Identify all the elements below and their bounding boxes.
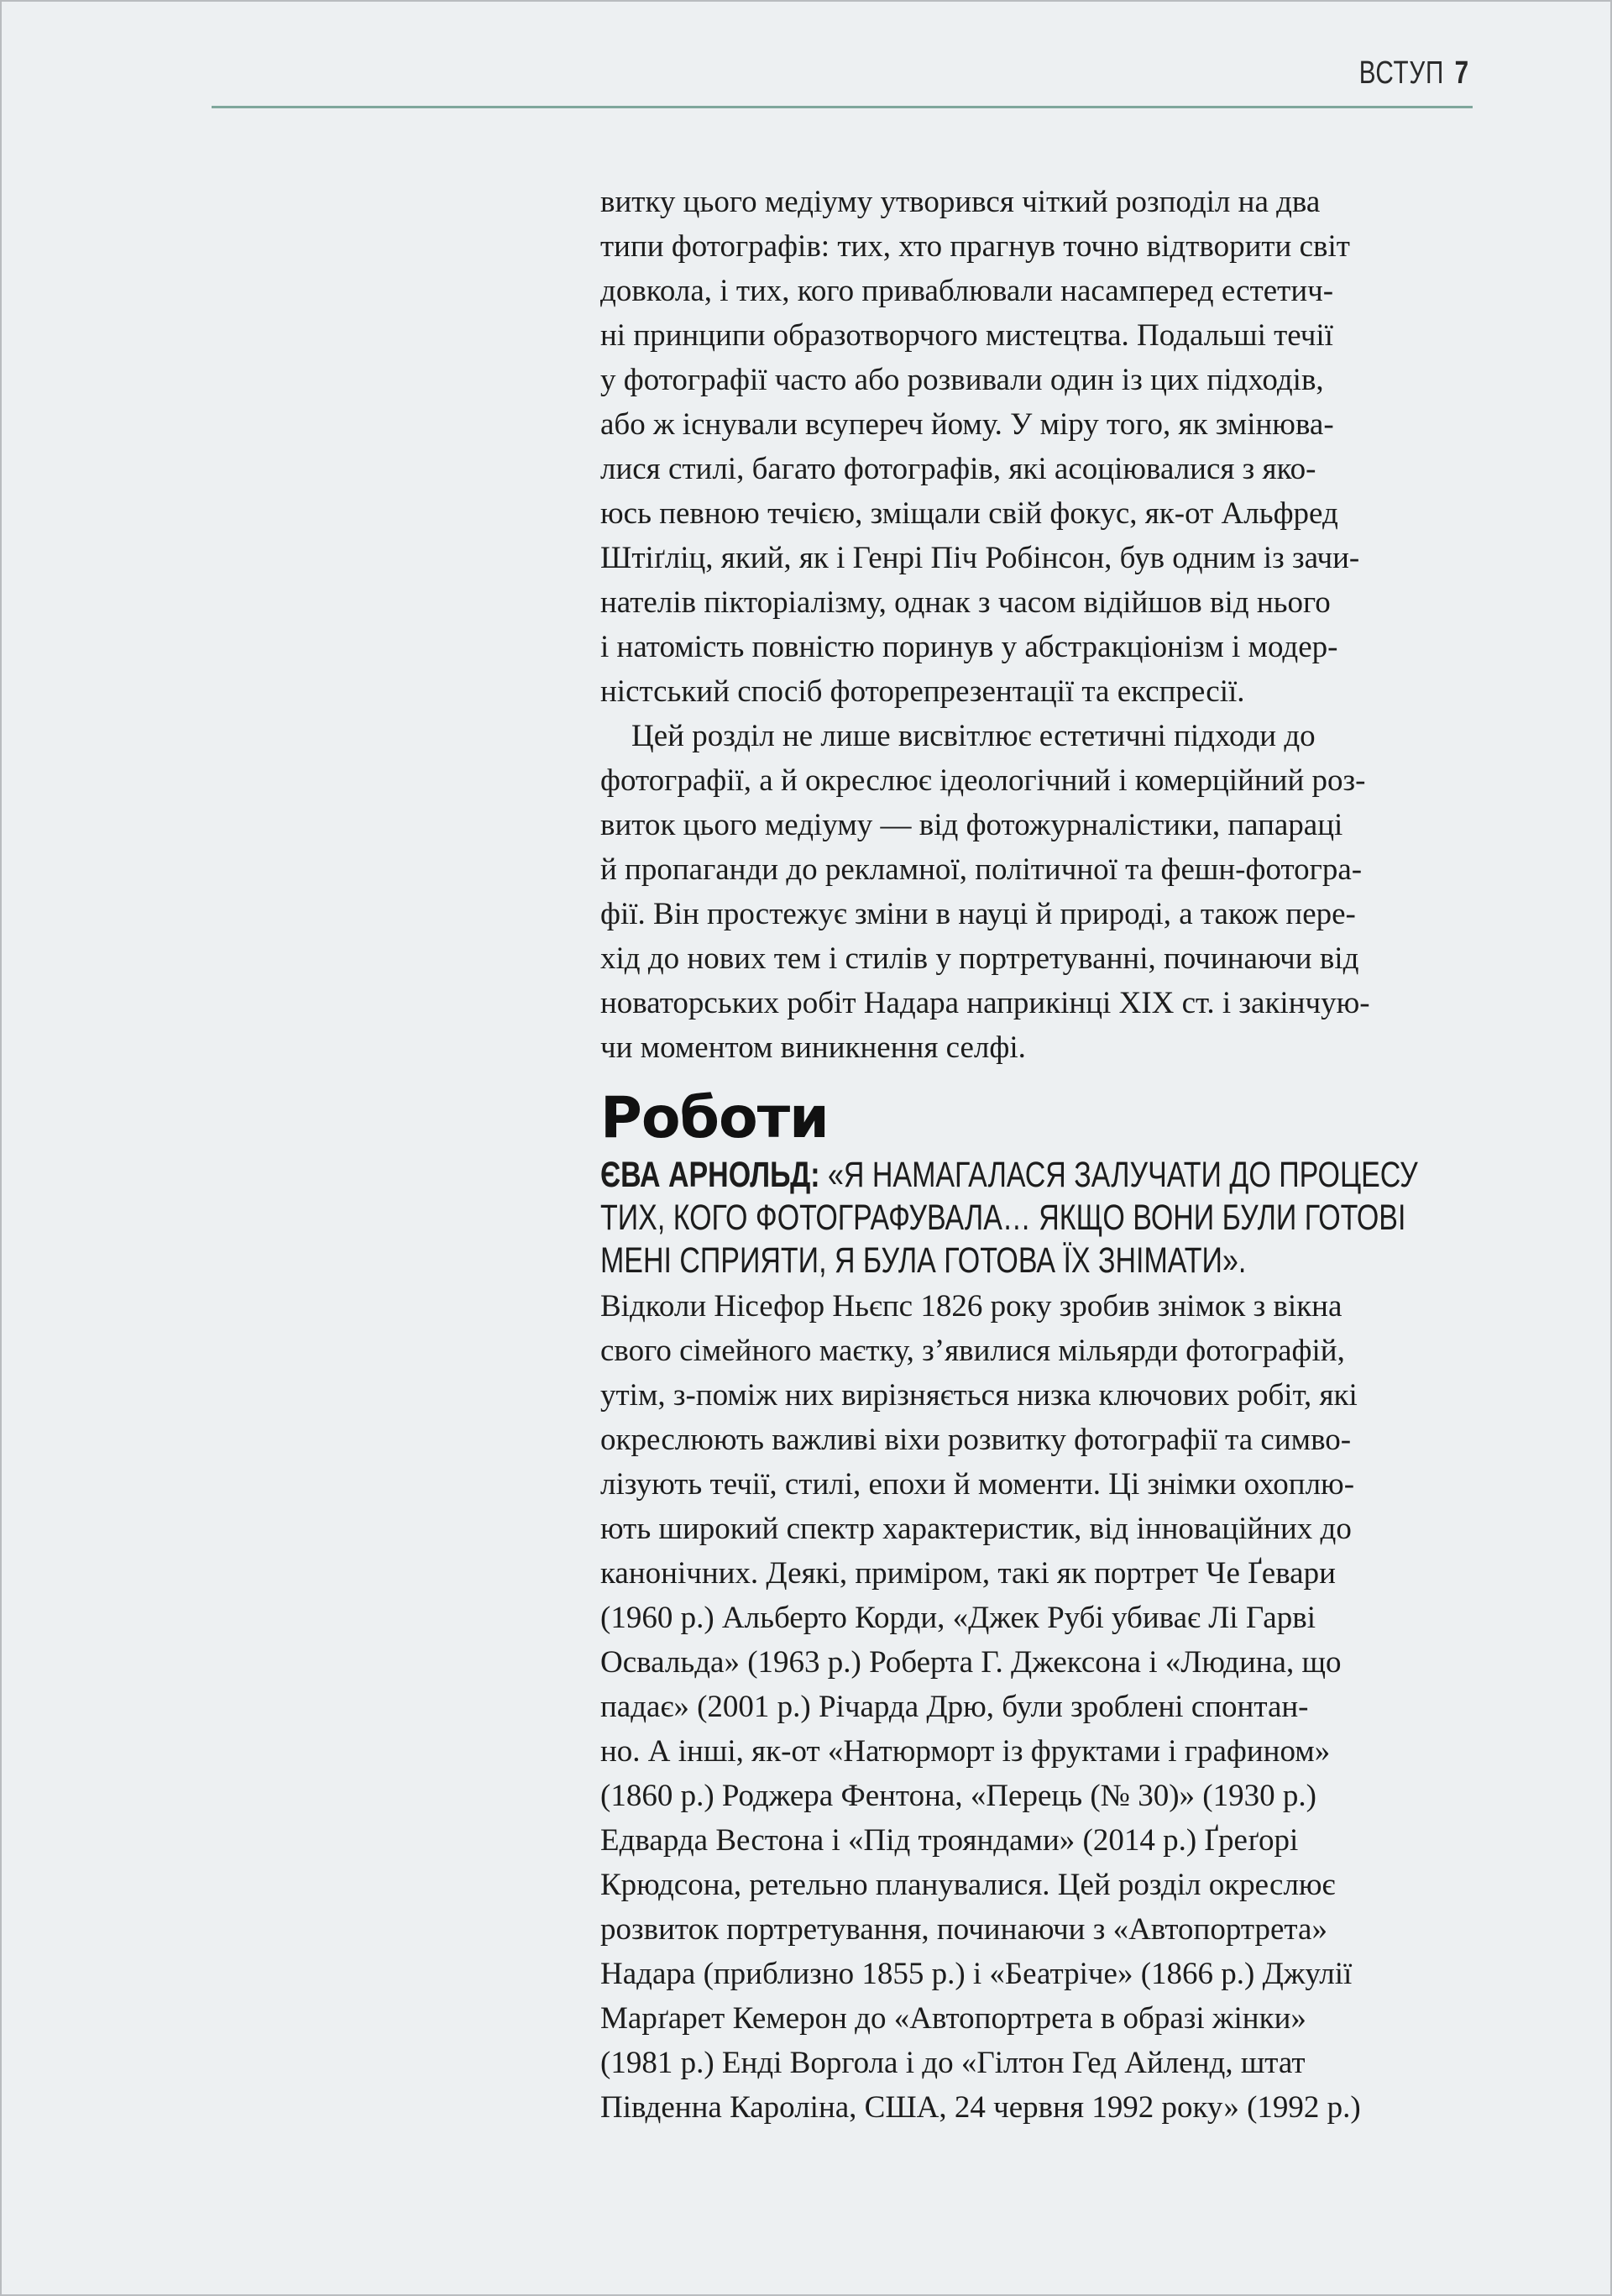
intro-line: чи моментом виникнення селфі. bbox=[600, 1030, 1026, 1065]
intro-line: фотографії, а й окреслює ідеологічний і комерційний роз- bbox=[600, 763, 1366, 798]
pull-quote bbox=[600, 1154, 1480, 1282]
intro-line: хід до нових тем і стилів у портретуванні, починаючи від bbox=[600, 941, 1359, 976]
body-line: Південна Кароліна, США, 24 червня 1992 року» (1992 р.) bbox=[600, 2090, 1361, 2125]
body-line: окреслюють важливі віхи розвитку фотографії та симво- bbox=[600, 1423, 1352, 1457]
intro-line: фії. Він простежує зміни в науці й природі, а також пере- bbox=[600, 897, 1356, 931]
intro-line: або ж існували всупереч йому. У міру того, як змінюва- bbox=[600, 407, 1334, 442]
intro-line: і натомість повністю поринув у абстракціонізм і модер- bbox=[600, 630, 1338, 664]
pull-quote-line: МЕНІ СПРИЯТИ, Я БУЛА ГОТОВА ЇХ ЗНІМАТИ». bbox=[600, 1240, 1247, 1281]
running-head bbox=[1359, 54, 1468, 92]
intro-line: й пропаганди до рекламної, політичної та фешн-фотогра- bbox=[600, 852, 1363, 887]
intro-line: юсь певною течією, зміщали свій фокус, як-от Альфред bbox=[600, 496, 1338, 531]
intro-line: лися стилі, багато фотографів, які асоціювалися з яко- bbox=[600, 452, 1316, 486]
body-line: Відколи Нісефор Ньєпс 1826 року зробив знімок з вікна bbox=[600, 1289, 1342, 1324]
text-column bbox=[600, 180, 1480, 2130]
intro-paragraphs bbox=[600, 180, 1480, 1070]
pull-quote-line bbox=[600, 1154, 1418, 1197]
body-line: (1981 р.) Енді Воргола і до «Гілтон Гед Айленд, штат bbox=[600, 2046, 1306, 2080]
body-line: Марґарет Кемерон до «Автопортрета в образі жінки» bbox=[600, 2001, 1306, 2036]
body-line: Крюдсона, ретельно планувалися. Цей розділ окреслює bbox=[600, 1868, 1336, 1902]
body-line: (1860 р.) Роджера Фентона, «Перець (№ 30)» (1930 р.) bbox=[600, 1779, 1316, 1813]
quote-author: ЄВА АРНОЛЬД: bbox=[600, 1155, 820, 1195]
intro-line: витку цього медіуму утворився чіткий розподіл на два bbox=[600, 185, 1321, 219]
intro-line: у фотографії часто або розвивали один із цих підходів, bbox=[600, 363, 1324, 397]
intro-line: виток цього медіуму — від фотожурналістики, папараці bbox=[600, 808, 1343, 842]
body-line: Едварда Вестона і «Під трояндами» (2014 р.) Ґреґорі bbox=[600, 1823, 1299, 1858]
header-rule bbox=[212, 106, 1473, 108]
body-line: Освальда» (1963 р.) Роберта Г. Джексона і «Людина, що bbox=[600, 1645, 1342, 1680]
intro-line: Штіґліц, який, як і Генрі Піч Робінсон, був одним із зачи- bbox=[600, 541, 1360, 575]
intro-line: Цей розділ не лише висвітлює естетичні підходи до bbox=[600, 719, 1316, 753]
body-line: утім, з-поміж них вирізняється низка ключових робіт, які bbox=[600, 1378, 1358, 1413]
intro-line: ністський спосіб фоторепрезентації та експресії. bbox=[600, 674, 1245, 709]
body-line: Надара (приблизно 1855 р.) і «Беатріче» (1866 р.) Джулії bbox=[600, 1957, 1353, 1991]
body-line: (1960 р.) Альберто Корди, «Джек Рубі убиває Лі Гарві bbox=[600, 1601, 1316, 1635]
body-line: свого сімейного маєтку, з’явилися мільярди фотографій, bbox=[600, 1334, 1345, 1368]
body-line: канонічних. Деякі, приміром, такі як портрет Че Ґевари bbox=[600, 1556, 1336, 1591]
body-line: розвиток портретування, починаючи з «Автопортрета» bbox=[600, 1912, 1327, 1947]
body-line: ють широкий спектр характеристик, від інноваційних до bbox=[600, 1512, 1352, 1546]
intro-line: нателів пікторіалізму, однак з часом відійшов від нього bbox=[600, 585, 1331, 620]
pull-quote-line: ТИХ, КОГО ФОТОГРАФУВАЛА… ЯКЩО ВОНИ БУЛИ ГОТОВІ bbox=[600, 1198, 1406, 1238]
page-number: 7 bbox=[1454, 55, 1468, 91]
body-line: падає» (2001 р.) Річарда Дрю, були зроблені спонтан- bbox=[600, 1690, 1309, 1724]
running-head-section: ВСТУП bbox=[1358, 55, 1445, 91]
intro-line: типи фотографів: тих, хто прагнув точно відтворити світ bbox=[600, 229, 1350, 264]
section-body bbox=[600, 1284, 1480, 2130]
body-line: но. А інші, як-от «Натюрморт із фруктами і графином» bbox=[600, 1734, 1331, 1769]
section-heading: Роботи bbox=[600, 1085, 829, 1151]
intro-line: новаторських робіт Надара наприкінці XIX ст. і закінчую- bbox=[600, 986, 1370, 1020]
intro-line: довкола, і тих, кого приваблювали насамперед естетич- bbox=[600, 274, 1334, 308]
intro-line: ні принципи образотворчого мистецтва. Подальші течії bbox=[600, 318, 1333, 353]
body-line: лізують течії, стилі, епохи й моменти. Ці знімки охоплю- bbox=[600, 1467, 1355, 1502]
quote-text: «Я НАМАГАЛАСЯ ЗАЛУЧАТИ ДО ПРОЦЕСУ bbox=[819, 1155, 1418, 1195]
